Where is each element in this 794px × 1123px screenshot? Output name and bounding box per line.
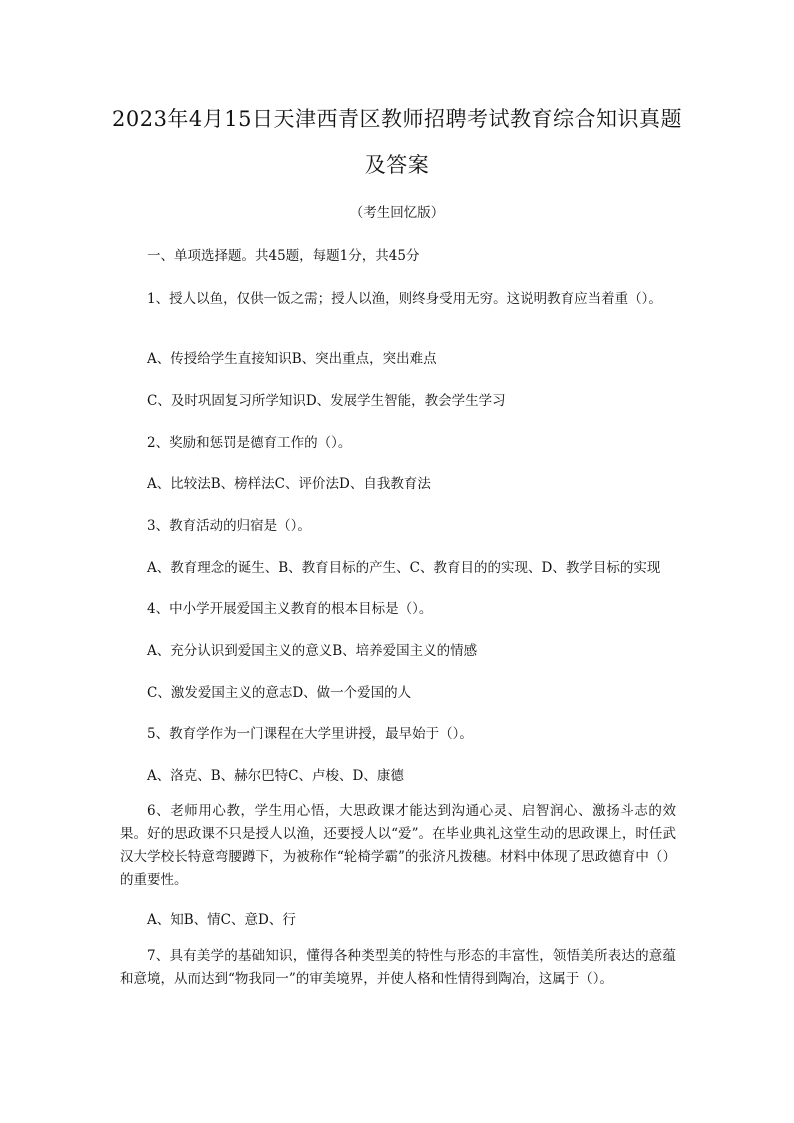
section-heading: 一、单项选择题。共45题，每题1分，共45分 <box>147 248 420 264</box>
question-stem: 1、授人以鱼，仅供一饭之需；授人以渔，则终身受用无穷。这说明教育应当着重（）。 <box>147 291 662 307</box>
document-title: 2023年4月15日天津西青区教师招聘考试教育综合知识真题及答案 <box>111 107 683 177</box>
question-stem: 6、老师用心教，学生用心悟，大思政课才能达到沟通心灵、启智润心、激扬斗志的效果。好的思政课不只是授人以渔，还要授人以“爱”。在毕业典礼这堂生动的思政课上，时任武汉大学校长特意弯腰蹲下，为被称作“轮椅学霸”的张济凡拨穗。材料中体现了思政德育中（）的重要性。 <box>120 803 676 888</box>
question-options: A、传授给学生直接知识B、突出重点，突出难点 <box>147 351 437 367</box>
document-subtitle: （考生回忆版） <box>349 205 445 221</box>
question-options: A、充分认识到爱国主义的意义B、培养爱国主义的情感 <box>147 643 478 659</box>
question-stem: 5、教育学作为一门课程在大学里讲授，最早始于（）。 <box>147 726 473 742</box>
question-stem: 3、教育活动的归宿是（）。 <box>147 518 311 534</box>
question-options: A、教育理念的诞生、B、教育目标的产生、C、教育目的的实现、D、教学目标的实现 <box>147 560 661 576</box>
question-stem: 4、中小学开展爱国主义教育的根本目标是（）。 <box>147 601 433 617</box>
question-options: C、激发爱国主义的意志D、做一个爱国的人 <box>147 685 412 701</box>
question-stem: 7、具有美学的基础知识，懂得各种类型美的特性与形态的丰富性，领悟美所表达的意蕴和意境，从而达到“物我同一”的审美境界，并使人格和性情得到陶冶，这属于（）。 <box>120 948 676 987</box>
question-options: A、洛克、B、赫尔巴特C、卢梭、D、康德 <box>147 768 404 784</box>
question-options: C、及时巩固复习所学知识D、发展学生智能，教会学生学习 <box>147 393 506 409</box>
question-stem: 2、奖励和惩罚是德育工作的（）。 <box>147 435 352 451</box>
question-options: A、知B、情C、意D、行 <box>147 912 296 928</box>
question-options: A、比较法B、榜样法C、评价法D、自我教育法 <box>147 476 431 492</box>
